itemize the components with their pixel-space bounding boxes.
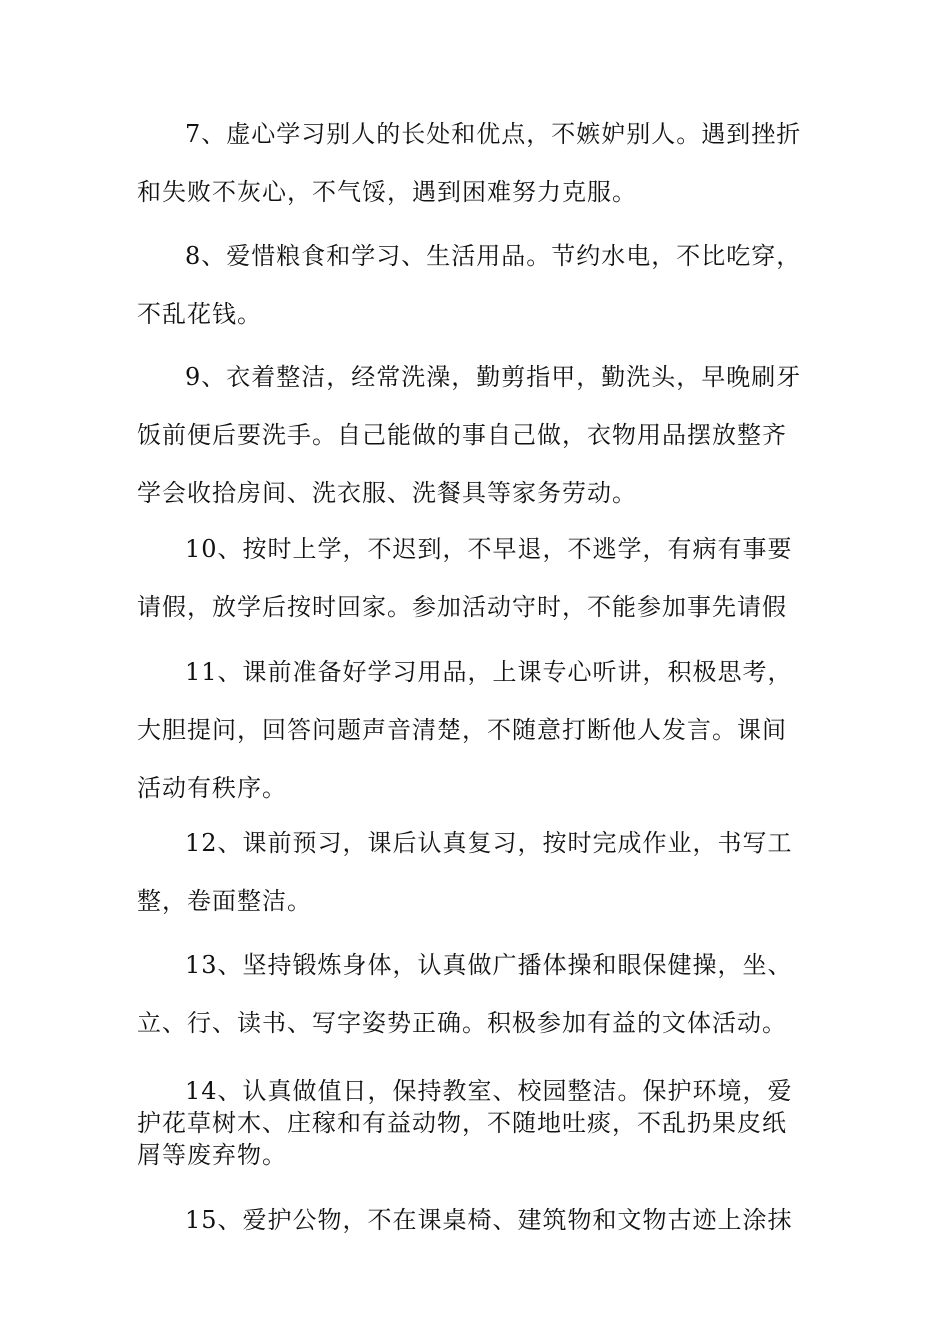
paragraph-line: 9、衣着整洁，经常洗澡，勤剪指甲，勤洗头，早晚刷牙 [185, 363, 802, 391]
paragraph-10 [137, 520, 817, 636]
paragraph-12 [137, 814, 817, 930]
paragraph-line: 7、虚心学习别人的长处和优点，不嫉妒别人。遇到挫折 [185, 120, 802, 148]
paragraph-line: 15、爱护公物，不在课桌椅、建筑物和文物古迹上涂抹 [185, 1206, 793, 1234]
paragraph-7 [137, 105, 817, 221]
paragraph-line: 10、按时上学，不迟到，不早退，不逃学，有病有事要 [185, 535, 793, 563]
paragraph-line: 学会收拾房间、洗衣服、洗餐具等家务劳动。 [137, 479, 637, 507]
paragraph-15 [137, 1191, 817, 1249]
paragraph-line: 立、行、读书、写字姿势正确。积极参加有益的文体活动。 [137, 1009, 787, 1037]
paragraph-line: 8、爱惜粮食和学习、生活用品。节约水电，不比吃穿， [185, 242, 802, 270]
paragraph-line: 整，卷面整洁。 [137, 887, 312, 915]
paragraph-line: 活动有秩序。 [137, 774, 287, 802]
paragraph-13 [137, 936, 817, 1052]
paragraph-line: 屑等废弃物。 [137, 1141, 287, 1169]
paragraph-9 [137, 348, 817, 522]
paragraph-line: 不乱花钱。 [137, 300, 262, 328]
paragraph-8 [137, 227, 817, 343]
paragraph-line: 12、课前预习，课后认真复习，按时完成作业，书写工 [185, 829, 793, 857]
paragraph-line: 饭前便后要洗手。自己能做的事自己做，衣物用品摆放整齐 [137, 421, 787, 449]
paragraph-line: 14、认真做值日，保持教室、校园整洁。保护环境，爱 [185, 1077, 793, 1105]
paragraph-line: 13、坚持锻炼身体，认真做广播体操和眼保健操，坐、 [185, 951, 793, 979]
paragraph-14 [137, 1075, 817, 1171]
paragraph-11 [137, 643, 817, 817]
paragraph-line: 和失败不灰心，不气馁，遇到困难努力克服。 [137, 178, 637, 206]
paragraph-line: 大胆提问，回答问题声音清楚，不随意打断他人发言。课间 [137, 716, 787, 744]
paragraph-line: 11、课前准备好学习用品，上课专心听讲，积极思考， [185, 658, 793, 686]
paragraph-line: 请假，放学后按时回家。参加活动守时，不能参加事先请假 [137, 593, 787, 621]
paragraph-line: 护花草树木、庄稼和有益动物，不随地吐痰，不乱扔果皮纸 [137, 1109, 787, 1137]
